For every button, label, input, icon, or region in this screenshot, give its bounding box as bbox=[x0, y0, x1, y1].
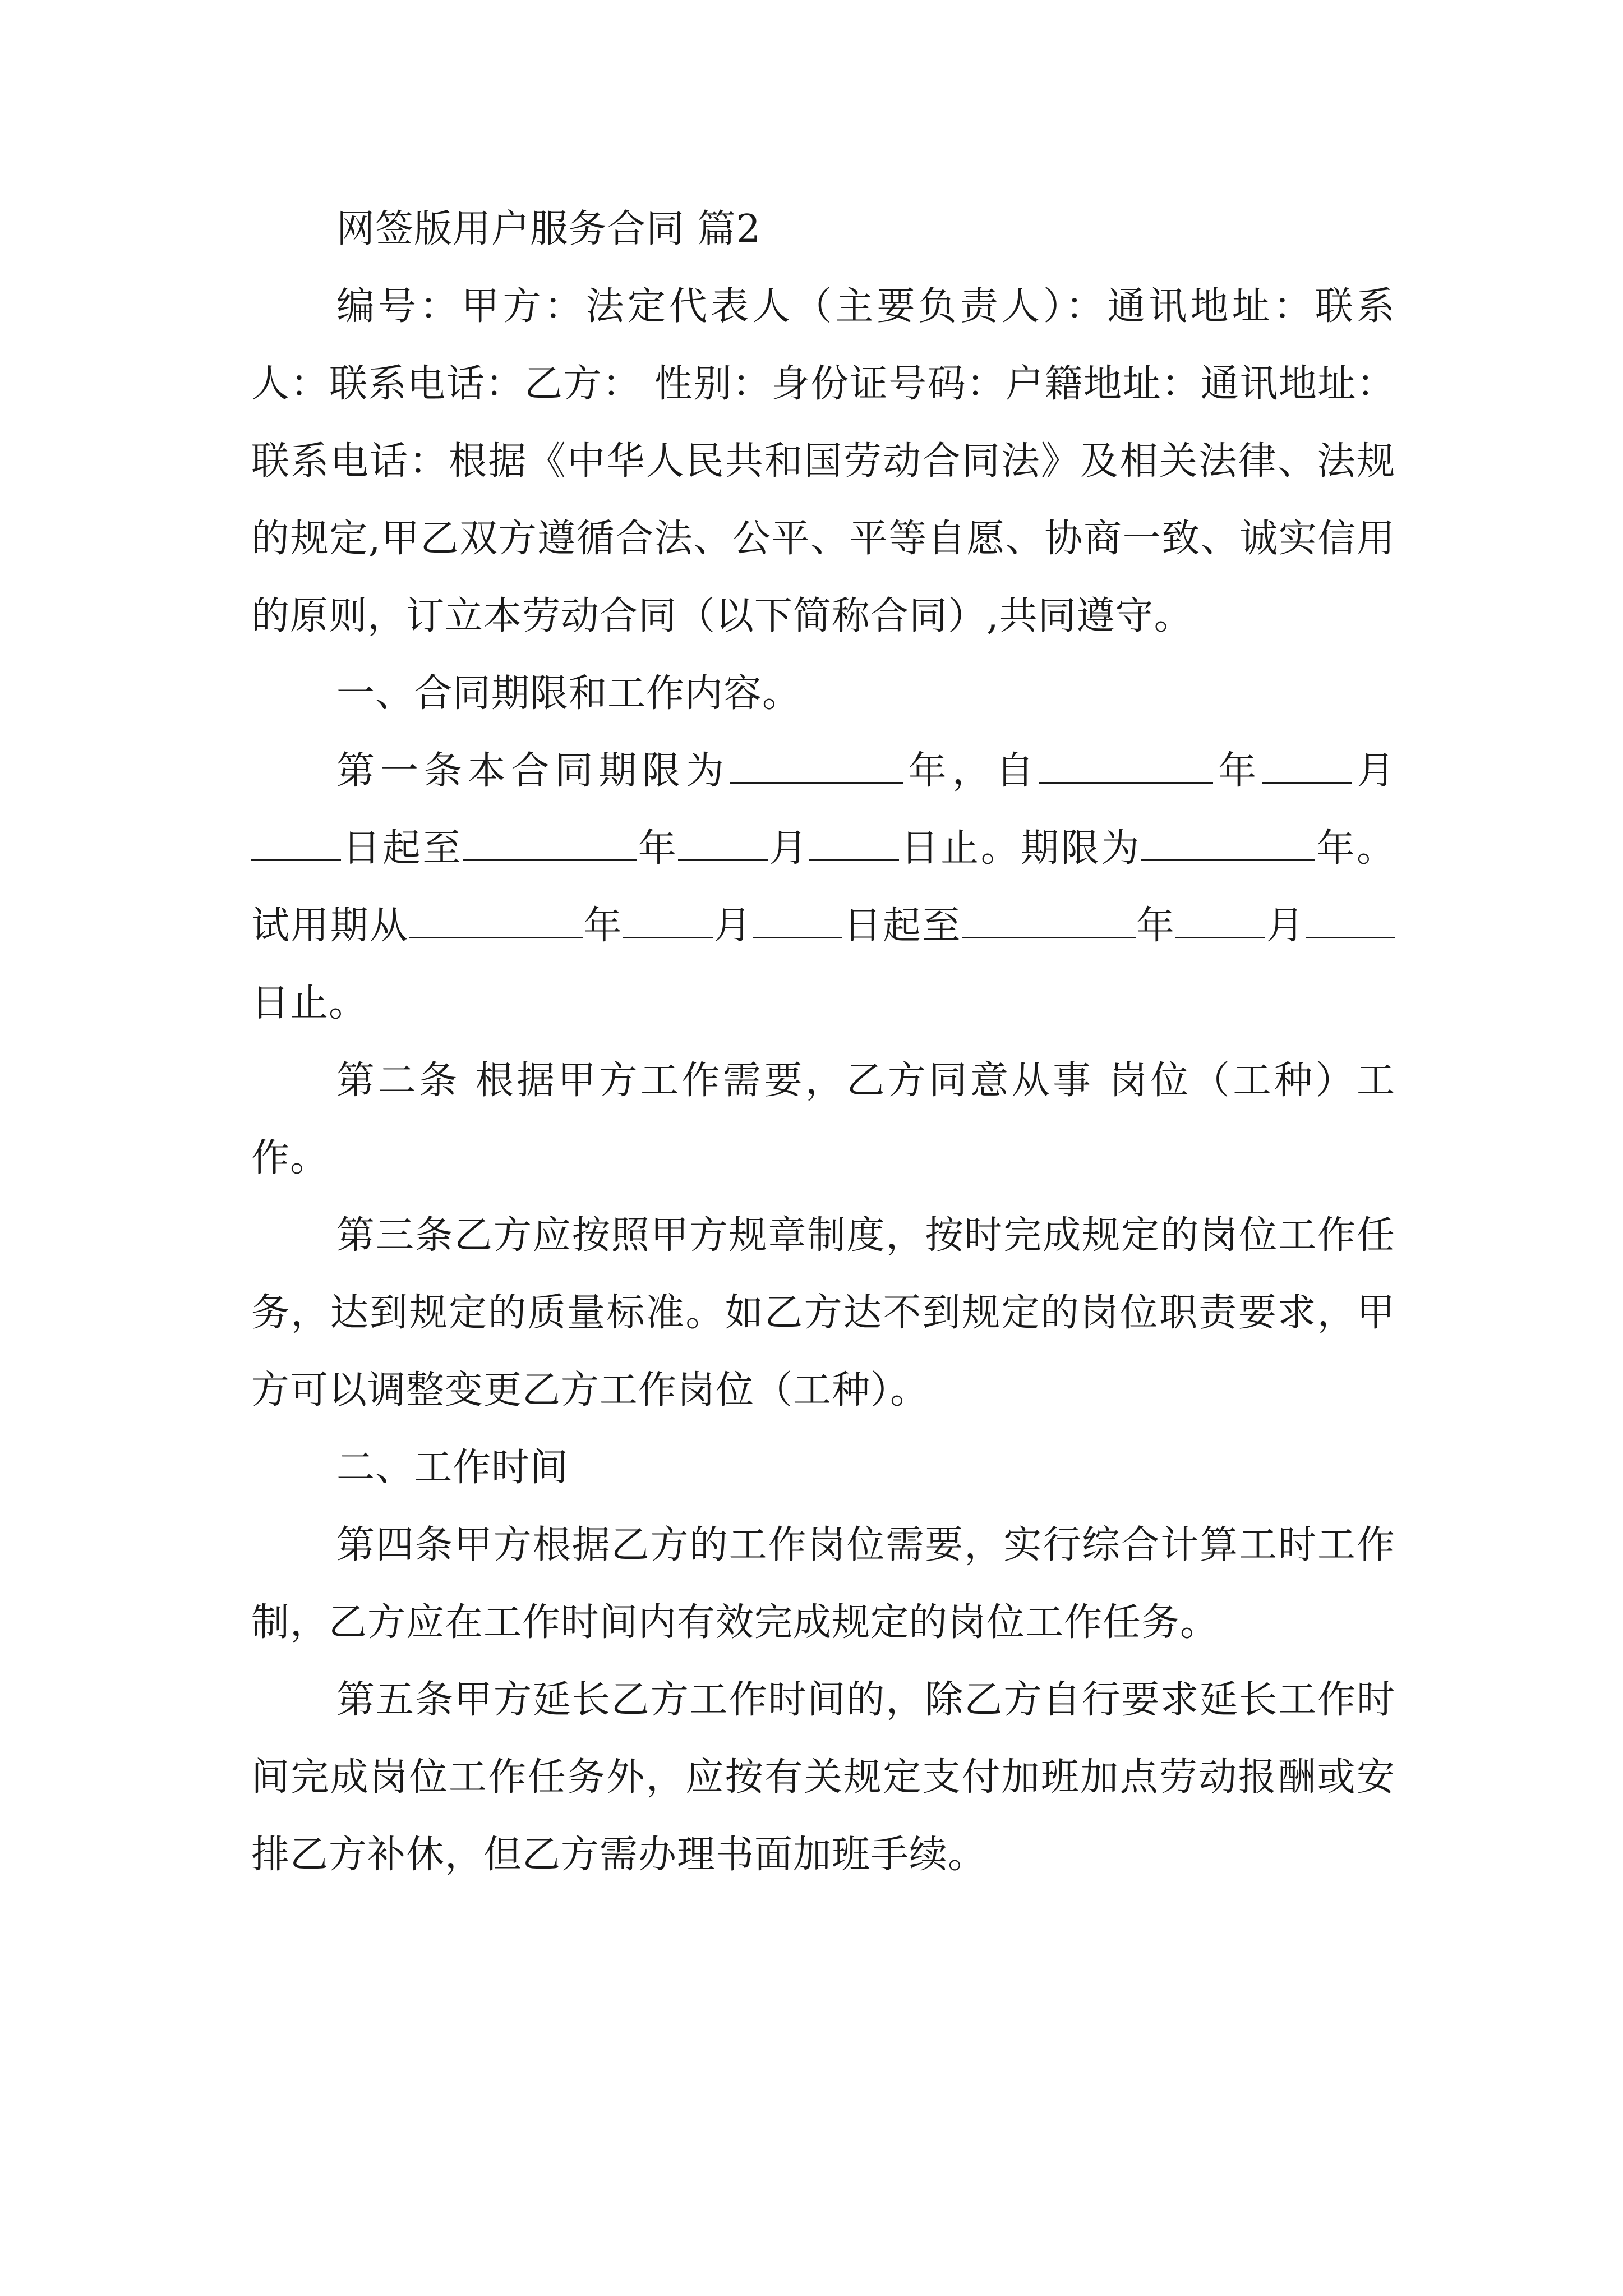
article-1-text: 月 bbox=[1352, 749, 1395, 793]
article-1-text: 年 bbox=[1213, 749, 1262, 793]
article-4-paragraph: 第四条甲方根据乙方的工作岗位需要，实行综合计算工时工作制，乙方应在工作时间内有效完成规定的岗位工作任务。 bbox=[251, 1523, 1395, 1645]
article-1-text: 年 bbox=[637, 826, 679, 871]
article-1-text: 日起至 bbox=[842, 904, 962, 948]
document-title: 网签版用户服务合同 篇2 bbox=[336, 207, 761, 251]
blank-line bbox=[409, 903, 583, 938]
article-1-text: 年 bbox=[1135, 904, 1176, 948]
article-1-text: 年 bbox=[583, 904, 623, 948]
blank-line bbox=[1175, 903, 1265, 938]
section-heading-hours: 二、工作时间 bbox=[336, 1446, 569, 1490]
article-1-text: 日起至 bbox=[341, 826, 463, 871]
blank-line bbox=[753, 903, 842, 938]
blank-line bbox=[463, 825, 637, 861]
blank-line bbox=[678, 825, 768, 861]
article-1-text: 年，自 bbox=[903, 749, 1040, 793]
blank-line bbox=[1141, 825, 1315, 861]
article-2-paragraph: 第二条 根据甲方工作需要，乙方同意从事 岗位（工种）工作。 bbox=[251, 1059, 1395, 1180]
blank-line bbox=[251, 825, 341, 861]
blank-line bbox=[623, 903, 713, 938]
article-1-text: 日止。 bbox=[251, 981, 368, 1025]
blank-line bbox=[730, 748, 903, 784]
blank-line bbox=[962, 903, 1136, 938]
article-1-text: 月 bbox=[712, 904, 753, 948]
document-body bbox=[251, 191, 1395, 1894]
blank-line bbox=[1306, 903, 1395, 938]
intro-paragraph: 编号：甲方：法定代表人（主要负责人）：通讯地址：联系人：联系电话：乙方： 性别：身份证号码：户籍地址：通讯地址：联系电话：根据《中华人民共和国劳动合同法》及相关法律、法规的规定,甲乙双方遵循合法、公平、平等自愿、协商一致、诚实信用的原则，订立本劳动合同（以下简称合同）,共同遵守。 bbox=[251, 284, 1395, 638]
article-1-text: 日止。期限为 bbox=[899, 826, 1141, 871]
blank-line bbox=[1039, 748, 1213, 784]
section-heading-term: 一、合同期限和工作内容。 bbox=[336, 671, 801, 716]
blank-line bbox=[1262, 748, 1352, 784]
article-1-text: 年。试用期从 bbox=[251, 826, 1395, 948]
article-3-paragraph: 第三条乙方应按照甲方规章制度，按时完成规定的岗位工作任务，达到规定的质量标准。如乙方达不到规定的岗位职责要求，甲方可以调整变更乙方工作岗位（工种）。 bbox=[251, 1213, 1395, 1412]
article-1-paragraph bbox=[251, 733, 1395, 1042]
article-1-text: 月 bbox=[768, 826, 810, 871]
blank-line bbox=[809, 825, 899, 861]
article-5-paragraph: 第五条甲方延长乙方工作时间的，除乙方自行要求延长工作时间完成岗位工作任务外，应按有关规定支付加班加点劳动报酬或安排乙方补休，但乙方需办理书面加班手续。 bbox=[251, 1678, 1395, 1877]
article-1-text: 月 bbox=[1265, 904, 1306, 948]
article-1-text: 第一条本合同期限为 bbox=[336, 749, 730, 793]
